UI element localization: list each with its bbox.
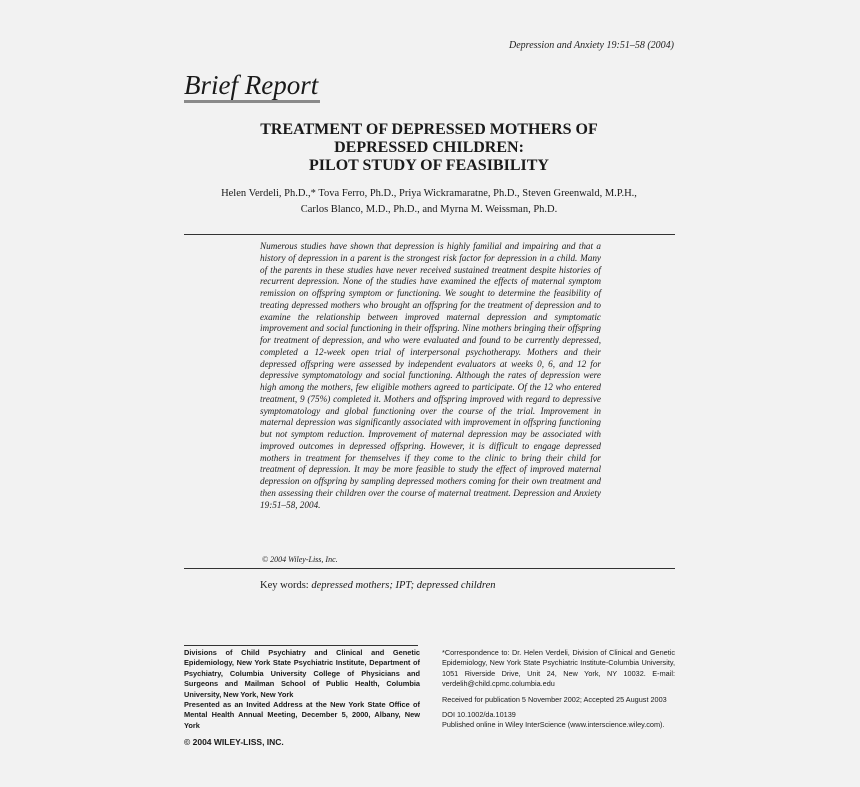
abstract-text: Numerous studies have shown that depression is highly familial and impairing and that a history of depression in a parent is the strongest risk factor for depression in a child. Many of the parents in these studies have never received sustained treatment despite histories of recurrent depression. None of the studies have examined the effects of maternal symptom remission on offspring symptom or functioning. We sought to determine the feasibility of treating depressed mothers who brought an offspring for the treatment of depression and to examine the relationship between improved maternal depression and symptomatic improvement and social functioning in their offspring. Nine mothers bringing their offspring for treatment of depression, and who were evaluated and found to be currently depressed, completed a 12-week open trial of interpersonal psychotherapy. Mothers and their depressed offspring were assessed by independent evaluators at weeks 0, 6, and 12 for depressive symptomatology and social functioning. Although the rates of depression were high among the mothers, few eligible mothers agreed to participate. Of the 12 who entered treatment, 9 (75%) completed it. Mothers and offspring improved with regard to depressive symptomatology and global functioning over the course of the trial. Improvement in maternal depression was significantly associated with improvement in offspring functioning but not symptom reduction. Improvement of maternal depression may be associated with improved outcomes in depressed offspring. However, it is difficult to engage depressed mothers in treatment for themselves if they come to the clinic to bring their child for treatment of depression. It may be more feasible to study the effect of improved maternal depression on offspring by sampling depressed mothers coming for their own treatment and then assessing their children over the course of maternal treatment. Depression and Anxiety 19:51–58, 2004. [260,241,601,510]
article-title [184,121,674,175]
keywords-values: depressed mothers; IPT; depressed children [311,580,496,591]
published-online: Published online in Wiley InterScience (www.interscience.wiley.com). [442,720,665,730]
publisher-copyright: © 2004 WILEY-LISS, INC. [184,737,284,747]
affiliation-block [184,648,420,731]
correspondence-block [442,648,675,731]
title-line: DEPRESSED CHILDREN: [334,139,524,156]
author-list [184,186,674,218]
presented-note: Presented as an Invited Address at the New York State Office of Mental Health Annual Meeting, December 5, 2000, Albany, New York [184,700,420,730]
authors-line: Helen Verdeli, Ph.D.,* Tova Ferro, Ph.D., Priya Wickramaratne, Ph.D., Steven Greenwald, M.P.H., [221,188,637,199]
keywords [260,580,496,591]
section-title: Brief Report [184,70,320,103]
title-line: PILOT STUDY OF FEASIBILITY [309,157,549,174]
footnote-rule [184,645,418,646]
affiliation-text: Divisions of Child Psychiatry and Clinical and Genetic Epidemiology, New York State Psychiatric Institute, Department of Psychiatry, Columbia University College of Physicians and Surgeons and Mailman School of Public Health, Columbia University, New York, New York [184,648,420,699]
doi: DOI 10.1002/da.10139 [442,710,516,720]
abstract-top-rule [184,234,675,235]
keywords-label: Key words: [260,580,309,591]
abstract-copyright: © 2004 Wiley-Liss, Inc. [262,555,338,564]
correspondence-text: *Correspondence to: Dr. Helen Verdeli, Division of Clinical and Genetic Epidemiology, New York State Psychiatric Institute-Columbia University, 1051 Riverside Drive, Unit 24, New York, NY 10032. E-mail: verdelih@child.cpmc.columbia.edu [442,648,675,689]
title-line: TREATMENT OF DEPRESSED MOTHERS OF [260,121,598,138]
received-dates: Received for publication 5 November 2002; Accepted 25 August 2003 [442,694,667,704]
journal-reference: Depression and Anxiety 19:51–58 (2004) [509,40,674,51]
authors-line: Carlos Blanco, M.D., Ph.D., and Myrna M. Weissman, Ph.D. [300,204,558,215]
abstract-bottom-rule [184,568,675,569]
